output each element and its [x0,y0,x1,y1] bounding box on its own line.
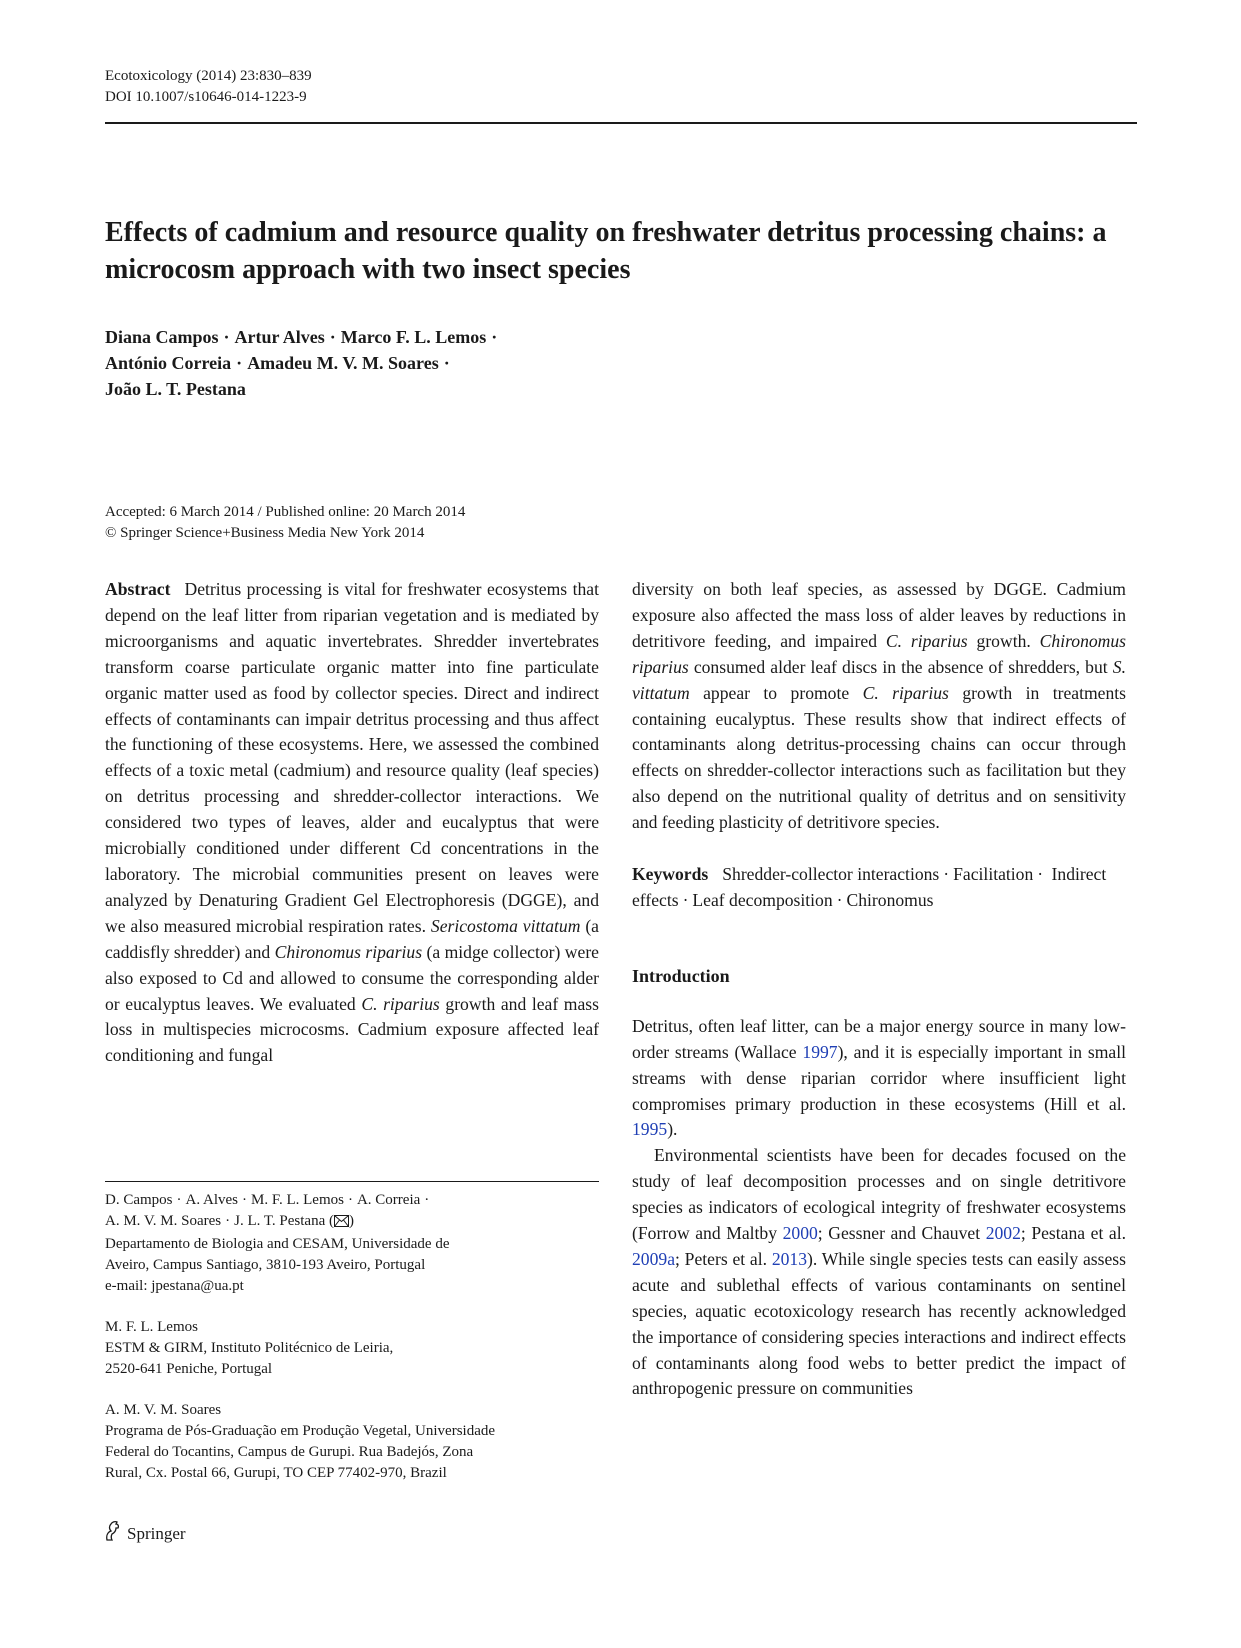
intro-paragraph-1: Detritus, often leaf litter, can be a major energy source in many low-order streams (Wallace 1997), and it is especially important in small streams with dense riparian corridor where insufficient light compromises primary production in these ecosystems (Hill et al. 1995). [632,1015,1126,1140]
email-address[interactable]: e-mail: jpestana@ua.pt [105,1278,244,1294]
journal-doi: DOI 10.1007/s10646-014-1223-9 [105,89,307,105]
affiliations [105,1190,605,1504]
footnote-rule [105,1181,599,1182]
citation-link[interactable]: 1995 [632,1119,668,1140]
envelope-icon[interactable] [334,1213,349,1234]
citation-link[interactable]: 2000 [782,1223,818,1244]
keyword[interactable]: Indirect effects [632,864,1107,910]
author-list [105,324,705,402]
springer-horse-icon [103,1520,123,1547]
species-name: C. riparius [361,993,440,1014]
species-name: Chironomus riparius [274,941,423,962]
keyword[interactable]: Chironomus [846,889,934,910]
publisher-name: Springer [127,1523,186,1543]
species-name: C. riparius [862,682,949,703]
citation-link[interactable]: 2009a [632,1248,675,1269]
affiliation-1: D. Campos · A. Alves · M. F. L. Lemos · A. Correia · A. M. V. M. Soares · J. L. T. Pestana ( ) Departamento de Biologia and CESAM, Universidade de Aveiro, Campus Santiago, 3810-193 Aveiro, Portugal e-mail: jpestana@ua.pt [105,1192,450,1294]
keyword[interactable]: Shredder-collector interactions [722,864,940,885]
author-name[interactable]: João L. T. Pestana [105,379,246,399]
copyright-line: © Springer Science+Business Media New York 2014 [105,525,425,541]
intro-paragraph-2: Environmental scientists have been for decades focused on the study of leaf decomposition processes and on single detritivore species as indicators of ecological integrity of freshwater ecosystems (Forrow and Maltby 2000; Gessner and Chauvet 2002; Pestana et al. 2009a; Peters et al. 2013). While single species tests can easily assess acute and sublethal effects of various contaminants on sentinel species, aquatic ecotoxicology research has recently acknowledged the importance of considering species interactions and indirect effects of contaminants along food webs to better predict the impact of anthropogenic pressure on communities [632,1145,1127,1399]
keywords: Keywords Shredder-collector interactions · Facilitation · Indirect effects · Leaf decomposition · Chironomus [632,864,1107,910]
publication-dates [105,502,465,544]
publisher-footer [103,1520,186,1547]
citation-link[interactable]: 2002 [985,1223,1021,1244]
species-name: Chironomus riparius [632,630,1127,677]
right-column [632,577,1126,1402]
article-title: Effects of cadmium and resource quality on freshwater detritus processing chains: a microcosm approach with two insect species [105,217,1107,285]
header-rule [105,122,1137,124]
author-name[interactable]: António Correia [105,353,232,373]
citation-link[interactable]: 1997 [802,1041,838,1062]
citation-link[interactable]: 2013 [771,1248,808,1269]
species-name: C. riparius [885,630,968,651]
keyword[interactable]: Facilitation [953,864,1034,885]
author-line-1: Diana Campos · Artur Alves · Marco F. L. Lemos · [105,327,498,347]
species-name: S. vittatum [632,656,1126,703]
author-name[interactable]: Marco F. L. Lemos [340,327,487,347]
keywords-heading: Keywords [632,864,709,885]
keyword[interactable]: Leaf decomposition [692,889,833,910]
species-name: Sericostoma vittatum [430,915,581,936]
left-column [105,577,599,1069]
journal-citation: Ecotoxicology (2014) 23:830–839 [105,68,312,84]
author-name[interactable]: Artur Alves [234,327,325,347]
abstract-continuation: diversity on both leaf species, as assessed by DGGE. Cadmium exposure also affected the mass loss of alder leaves by reductions in detritivore feeding, and impaired C. riparius growth. Chironomus riparius consumed alder leaf discs in the absence of shredders, but S. vittatum appear to promote C. riparius growth in treatments containing eucalyptus. These results show that indirect effects of contaminants along detritus-processing chains can occur through effects on shredder-collector interactions such as facilitation but they also depend on the nutritional quality of detritus and on sensitivity and feeding plasticity of detritivore species. [632,579,1127,833]
abstract-heading: Abstract [105,579,171,599]
affiliation-3: A. M. V. M. Soares Programa de Pós-Graduação em Produção Vegetal, Universidade Federal do Tocantins, Campus de Gurupi. Rua Badejós, Zona Rural, Cx. Postal 66, Gurupi, TO CEP 77402-970, Brazil [105,1402,496,1481]
journal-header [105,66,312,108]
abstract-paragraph: Abstract Detritus processing is vital for freshwater ecosystems that depend on the leaf litter from riparian vegetation and is mediated by microorganisms and aquatic invertebrates. Shredder invertebrates transform coarse particulate organic matter into fine particulate organic matter used as food by collector species. Direct and indirect effects of contaminants can impair detritus processing and thus affect the functioning of these ecosystems. Here, we assessed the combined effects of a toxic metal (cadmium) and resource quality (leaf species) on detritus processing and shredder-collector interactions. We considered two types of leaves, alder and eucalyptus that were microbially conditioned under different Cd concentrations in the laboratory. The microbial communities present on leaves were analyzed by Denaturing Gradient Gel Electrophoresis (DGGE), and we also measured microbial respiration rates. Sericostoma vittatum (a caddisfly shredder) and Chironomus riparius (a midge collector) were also exposed to Cd and allowed to consume the corresponding alder or eucalyptus leaves. We evaluated C. riparius growth and leaf mass loss in multispecies microcosms. Cadmium exposure affected leaf conditioning and fungal [105,579,599,1066]
introduction-heading: Introduction [632,965,730,986]
accepted-published-line: Accepted: 6 March 2014 / Published online: 20 March 2014 [105,504,466,520]
author-name[interactable]: Amadeu M. V. M. Soares [247,353,439,373]
author-line-2: António Correia · Amadeu M. V. M. Soares · [105,353,450,373]
author-line-3 [105,376,705,402]
affiliation-2: M. F. L. Lemos ESTM & GIRM, Instituto Politécnico de Leiria, 2520-641 Peniche, Portugal [105,1319,394,1377]
author-name[interactable]: Diana Campos [105,327,219,347]
